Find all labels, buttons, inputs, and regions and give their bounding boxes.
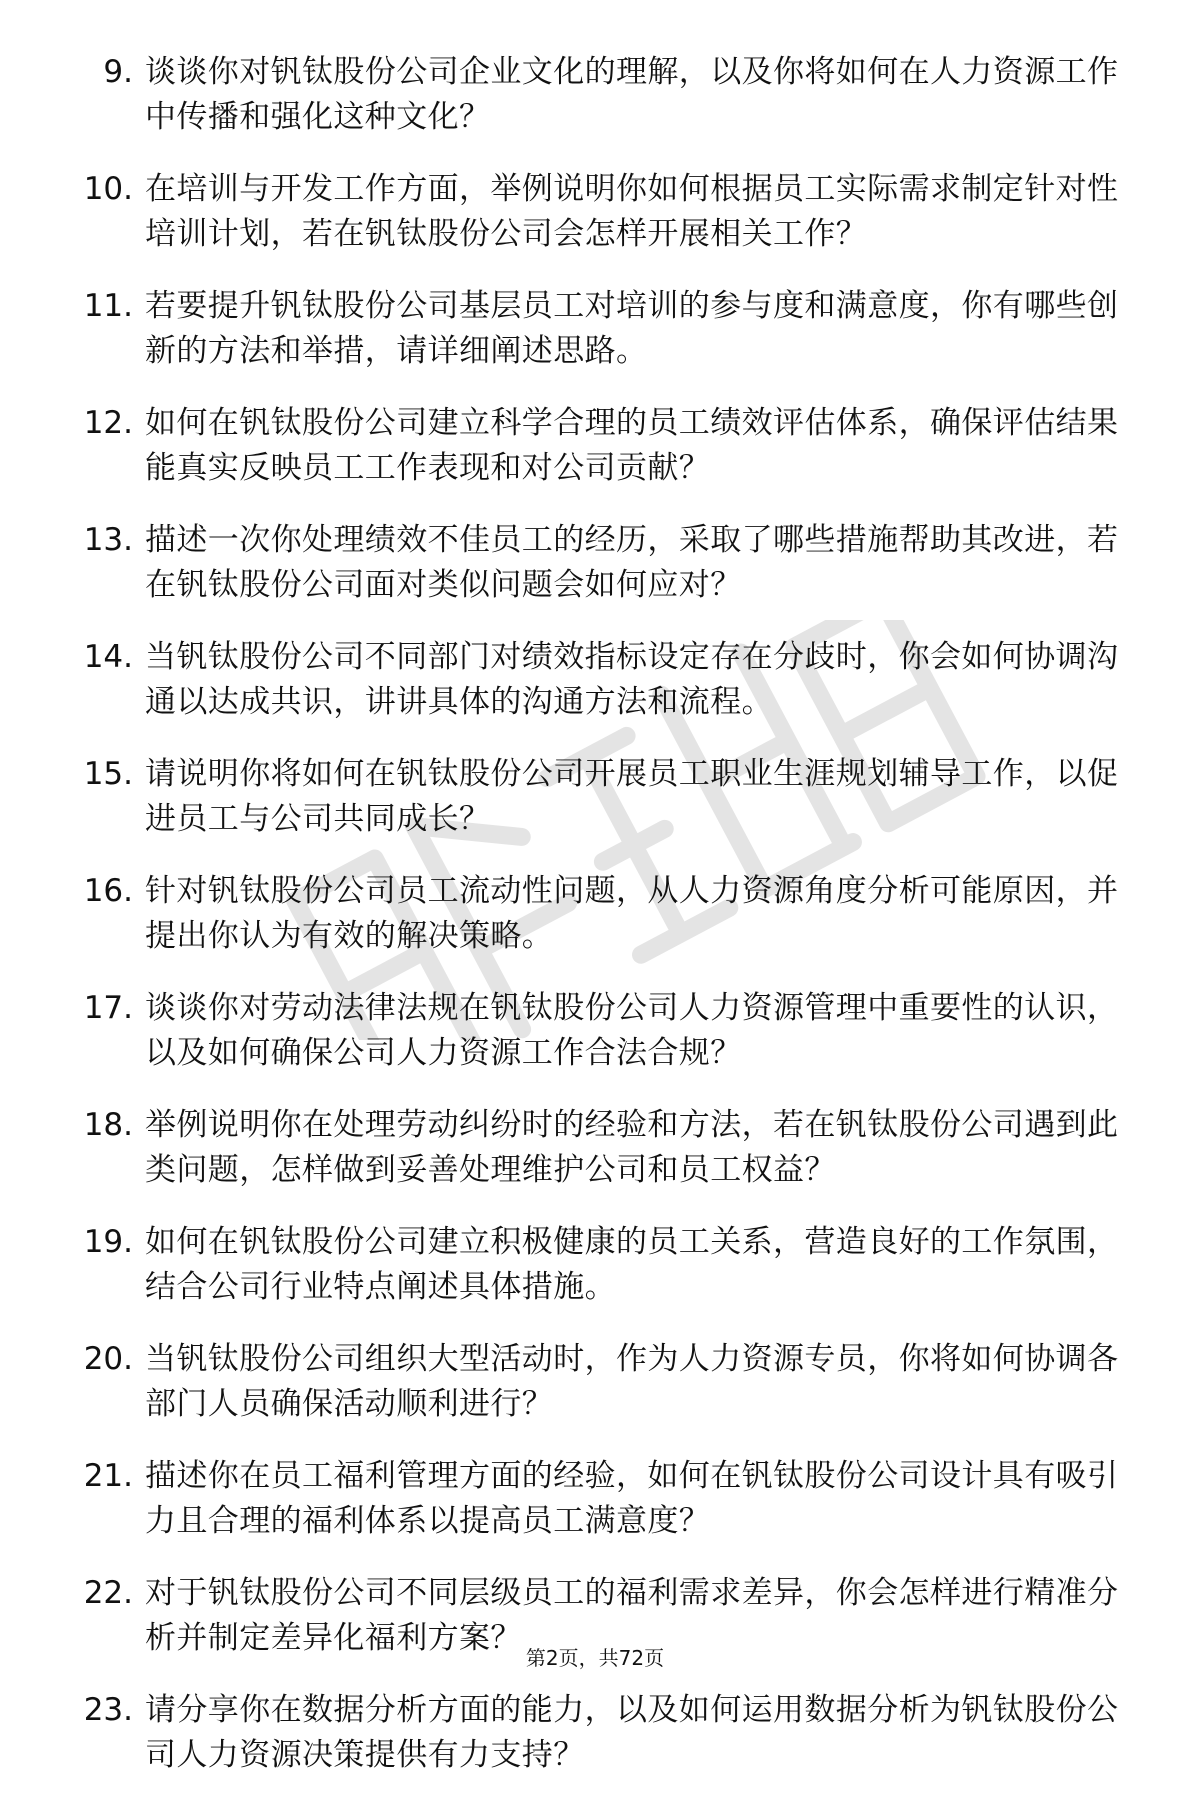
question-list	[60, 50, 1120, 1805]
question-text: 请分享你在数据分析方面的能力，以及如何运用数据分析为钒钛股份公司人力资源决策提供有力支持？	[145, 1692, 1119, 1773]
page-number: 第2页，共72页	[525, 1646, 665, 1670]
question-number: 12.	[83, 405, 133, 441]
question-text: 请说明你将如何在钒钛股份公司开展员工职业生涯规划辅导工作，以促进员工与公司共同成长？	[145, 756, 1119, 837]
question-text: 如何在钒钛股份公司建立科学合理的员工绩效评估体系，确保评估结果能真实反映员工工作表现和对公司贡献？	[145, 405, 1119, 486]
question-text: 谈谈你对钒钛股份公司企业文化的理解，以及你将如何在人力资源工作中传播和强化这种文化？	[145, 54, 1119, 135]
question-text: 针对钒钛股份公司员工流动性问题，从人力资源角度分析可能原因，并提出你认为有效的解决策略。	[145, 873, 1119, 954]
question-item	[60, 986, 1120, 1076]
question-number: 13.	[83, 522, 133, 558]
question-item	[60, 167, 1120, 257]
question-number: 11.	[83, 288, 133, 324]
question-text: 当钒钛股份公司组织大型活动时，作为人力资源专员，你将如何协调各部门人员确保活动顺利进行？	[145, 1341, 1119, 1422]
question-item	[60, 401, 1120, 491]
question-item	[60, 284, 1120, 374]
question-text: 谈谈你对劳动法律法规在钒钛股份公司人力资源管理中重要性的认识，以及如何确保公司人力资源工作合法合规？	[145, 990, 1119, 1071]
question-text: 在培训与开发工作方面，举例说明你如何根据员工实际需求制定针对性培训计划，若在钒钛股份公司会怎样开展相关工作？	[145, 171, 1119, 252]
question-number: 18.	[83, 1107, 133, 1143]
question-item	[60, 518, 1120, 608]
question-item	[60, 1220, 1120, 1310]
question-number: 15.	[83, 756, 133, 792]
question-item	[60, 635, 1120, 725]
question-number: 14.	[83, 639, 133, 675]
question-text: 描述一次你处理绩效不佳员工的经历，采取了哪些措施帮助其改进，若在钒钛股份公司面对类似问题会如何应对？	[145, 522, 1119, 603]
question-number: 9.	[103, 54, 133, 90]
question-number: 23.	[83, 1692, 133, 1728]
question-text: 对于钒钛股份公司不同层级员工的福利需求差异，你会怎样进行精准分析并制定差异化福利方案？	[145, 1575, 1119, 1656]
question-number: 22.	[83, 1575, 133, 1611]
question-number: 17.	[83, 990, 133, 1026]
question-text: 当钒钛股份公司不同部门对绩效指标设定存在分歧时，你会如何协调沟通以达成共识，讲讲具体的沟通方法和流程。	[145, 639, 1119, 720]
question-item	[60, 1454, 1120, 1544]
question-number: 16.	[83, 873, 133, 909]
question-text: 描述你在员工福利管理方面的经验，如何在钒钛股份公司设计具有吸引力且合理的福利体系以提高员工满意度？	[145, 1458, 1119, 1539]
question-number: 21.	[83, 1458, 133, 1494]
question-item	[60, 50, 1120, 140]
question-item	[60, 1337, 1120, 1427]
question-text: 举例说明你在处理劳动纠纷时的经验和方法，若在钒钛股份公司遇到此类问题，怎样做到妥善处理维护公司和员工权益？	[145, 1107, 1119, 1188]
question-item	[60, 752, 1120, 842]
question-text: 如何在钒钛股份公司建立积极健康的员工关系，营造良好的工作氛围，结合公司行业特点阐述具体措施。	[145, 1224, 1119, 1305]
question-number: 20.	[83, 1341, 133, 1377]
question-item	[60, 1688, 1120, 1778]
question-item	[60, 869, 1120, 959]
question-item	[60, 1103, 1120, 1193]
question-number: 10.	[83, 171, 133, 207]
question-number: 19.	[83, 1224, 133, 1260]
question-text: 若要提升钒钛股份公司基层员工对培训的参与度和满意度，你有哪些创新的方法和举措，请详细阐述思路。	[145, 288, 1119, 369]
